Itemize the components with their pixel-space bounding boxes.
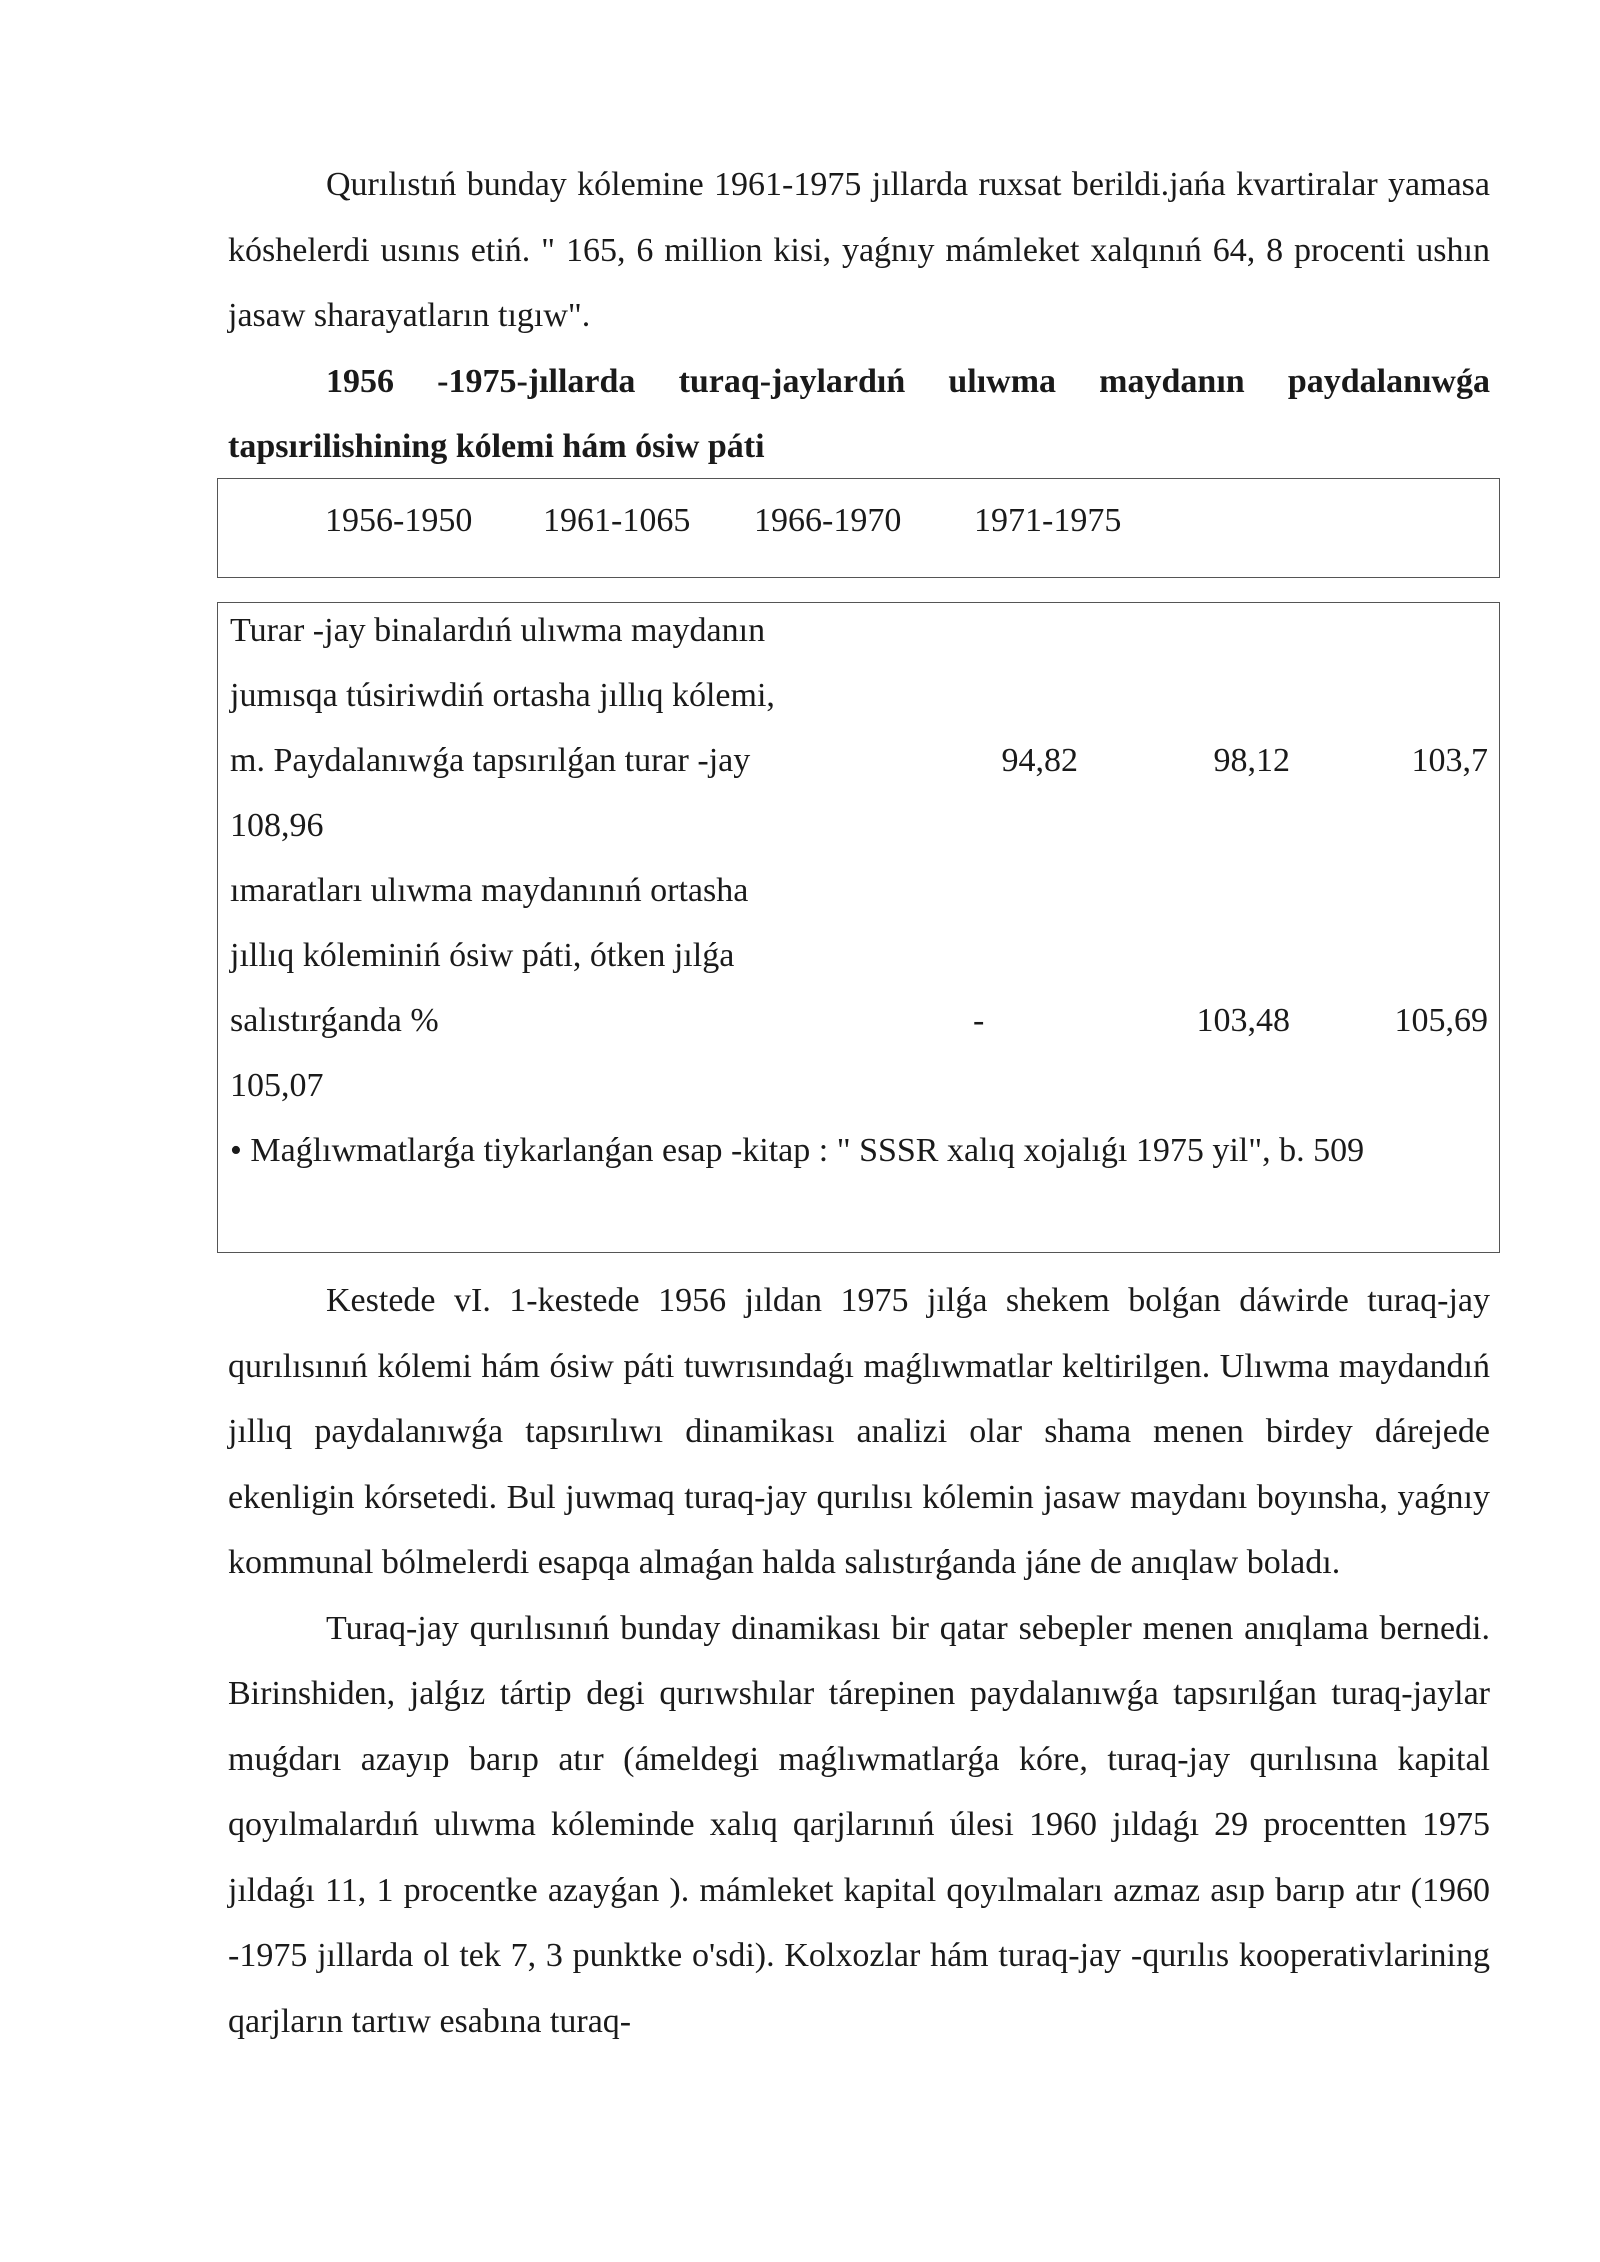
header-period-3: 1966-1970 (754, 502, 902, 539)
page-content-lower (228, 1268, 1490, 2054)
row2-value-1971-1975: 105,69 (1394, 1002, 1488, 1039)
row2-label-line-1: ımaratları ulıwma maydanınıń ortasha (230, 872, 749, 909)
header-period-4: 1971-1975 (974, 502, 1122, 539)
paragraph-intro: Qurılıstıń bunday kólemine 1961-1975 jıllarda ruxsat berildi.jańa kvartiralar yamasa kóshelerdi usınıs etiń. " 165, 6 million kisi, yaǵnıy mámleket xalqınıń 64, 8 procenti ushın jasaw sharayatların tıgıw". (228, 166, 1490, 334)
table-body-box (217, 602, 1500, 1253)
table-source-note: • Maǵlıwmatlarǵa tiykarlanǵan esap -kitap : " SSSR xalıq xojalıǵı 1975 yil", b. 509 (230, 1132, 1365, 1169)
row2-label-line-2: jıllıq kóleminiń ósiw páti, ótken jılǵa (230, 937, 735, 974)
row1-label-line-2: jumısqa túsiriwdiń ortasha jıllıq kólemi, (230, 677, 775, 714)
row1-value-1966-1970: 98,12 (1213, 742, 1290, 779)
header-period-2: 1961-1065 (543, 502, 691, 539)
row1-value-1961-1965: 94,82 (1001, 742, 1078, 779)
paragraph-analysis: Kestede vI. 1-kestede 1956 jıldan 1975 jılǵa shekem bolǵan dáwirde turaq-jay qurılısınıń kólemi hám ósiw páti tuwrısındaǵı maǵlıwmatlar keltirilgen. Ulıwma maydandıń jıllıq paydalanıwǵa tapsırılıwı dinamikası analizi olar shama menen birdey dárejede ekenligin kórsetedi. Bul juwmaq turaq-jay qurılısı kólemin jasaw maydanı boyınsha, yaǵnıy kommunal bólmelerdi esapqa almaǵan halda salıstırǵanda jáne de anıqlaw boladı. (228, 1282, 1490, 1581)
paragraph-dynamics: Turaq-jay qurılısınıń bunday dinamikası bir qatar sebepler menen anıqlama bernedi. Birinshiden, jalǵız tártip degi qurıwshılar tárepinen paydalanıwǵa tapsırılǵan turaq-jaylar muǵdarı azayıp barıp atır (ámeldegi maǵlıwmatlarǵa kóre, turaq-jay qurılısına kapital qoyılmalardıń ulıwma kóleminde xalıq qarjlarınıń úlesi 1960 jıldaǵı 29 procentten 1975 jıldaǵı 11, 1 procentke azayǵan ). mámleket kapital qoyılmaları azmaz asıp barıp atır (1960 -1975 jıllarda ol tek 7, 3 punktke o'sdi). Kolxozlar hám turaq-jay -qurılıs kooperativlarining qarjların tartıw esabına turaq- (228, 1609, 1490, 2040)
row2-value-1956-1960: 105,07 (230, 1067, 324, 1104)
row1-value-1971-1975: 103,7 (1411, 742, 1488, 779)
row1-value-1956-1960: 108,96 (230, 807, 324, 844)
row1-label-line-1: Turar -jay binalardıń ulıwma maydanın (230, 612, 766, 649)
table-title: 1956 -1975-jıllarda turaq-jaylardıń ulıwma maydanın paydalanıwǵa tapsırilishining kólemi hám ósiw páti (228, 362, 1490, 465)
row2-value-1961-1965: - (973, 1002, 985, 1039)
header-period-1: 1956-1950 (325, 502, 473, 539)
row2-value-1966-1970: 103,48 (1196, 1002, 1290, 1039)
row1-label-line-3: m. Paydalanıwǵa tapsırılǵan turar -jay (230, 742, 751, 779)
row2-label-line-3: salıstırǵanda % (230, 1002, 439, 1039)
table-header-box (217, 478, 1500, 578)
page-content (228, 152, 1490, 480)
